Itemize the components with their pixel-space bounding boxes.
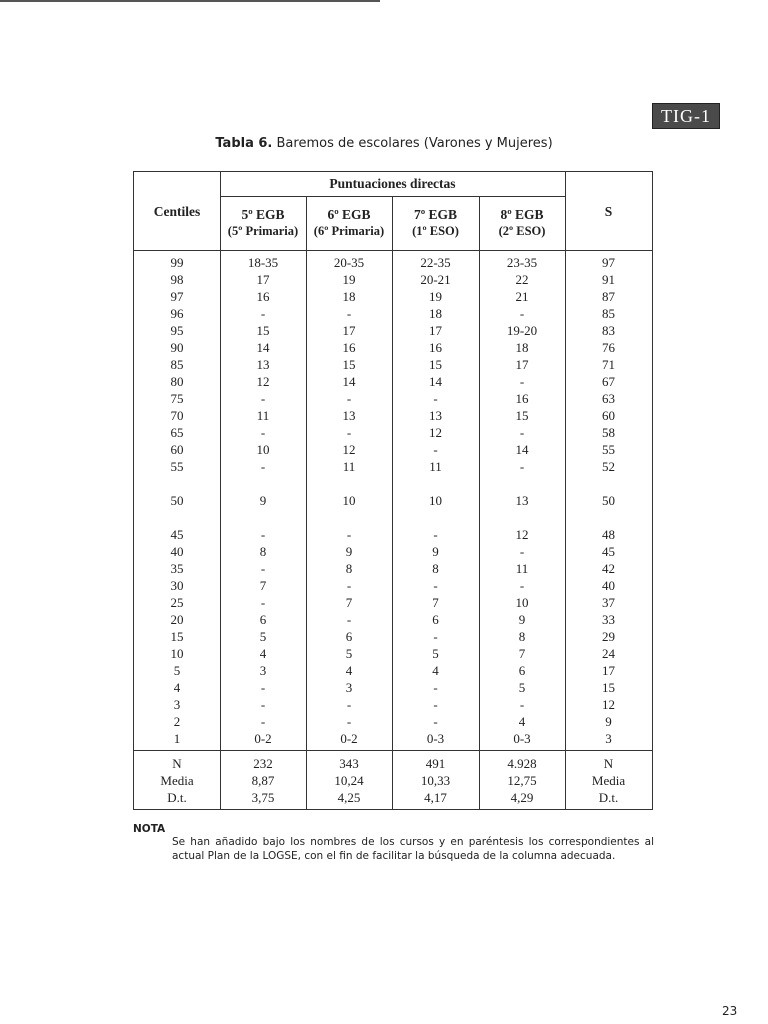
cell-score-8egb: 16 <box>515 391 529 406</box>
cell-score-7egb: - <box>433 697 438 712</box>
cell-centile: 95 <box>170 323 184 338</box>
cell-score-5egb: 3 <box>259 663 267 678</box>
cell-centile: 30 <box>170 578 184 593</box>
header-equiv: (2º ESO) <box>498 224 546 238</box>
cell-centile: 50 <box>170 493 184 508</box>
table-caption: Baremos de escolares (Varones y Mujeres) <box>272 136 553 151</box>
cell-centile: 55 <box>170 459 184 474</box>
cell-score-s: 9 <box>605 714 612 729</box>
cell-score-6egb: 7 <box>345 595 353 610</box>
cell-score-7egb: 12 <box>429 425 442 440</box>
cell-score-8egb: 15 <box>515 408 529 423</box>
cell-score-7egb: 11 <box>429 459 442 474</box>
cell-score-5egb: - <box>260 595 266 610</box>
header-grade: 5º EGB <box>241 207 285 222</box>
footer-score-5egb: 232 <box>253 756 273 771</box>
cell-score-8egb: 5 <box>518 680 526 695</box>
cell-score-6egb: 4 <box>345 663 353 678</box>
cell-score-s: 33 <box>602 612 615 627</box>
cell-score-7egb: 0-3 <box>426 731 445 746</box>
footer-centile: N <box>172 756 182 771</box>
cell-score-6egb: 0-2 <box>340 731 358 746</box>
cell-score-5egb: - <box>260 459 266 474</box>
cell-score-s: 40 <box>602 578 615 593</box>
cell-centile: 90 <box>170 340 184 355</box>
cell-score-5egb: 8 <box>259 544 267 559</box>
cell-centile: 97 <box>170 289 184 304</box>
cell-score-6egb: - <box>346 714 352 729</box>
cell-score-s: 67 <box>602 374 615 389</box>
cell-score-6egb: 12 <box>342 442 356 457</box>
cell-centile: 80 <box>170 374 184 389</box>
cell-score-5egb: 18-35 <box>247 255 279 270</box>
note-text: Se han añadido bajo los nombres de los cursos y en paréntesis los correspondientes al actual Plan de la LOGSE, con el fin de facilitar la búsqueda de la columna adecuada. <box>172 836 654 862</box>
cell-score-8egb: 13 <box>515 493 529 508</box>
cell-score-8egb: 14 <box>515 442 529 457</box>
footer-score-s: D.t. <box>598 790 619 805</box>
header-grade: 8º EGB <box>500 207 544 222</box>
cell-score-6egb: 11 <box>342 459 356 474</box>
cell-centile: 98 <box>170 272 184 287</box>
cell-score-s: 71 <box>602 357 615 372</box>
cell-score-8egb: - <box>519 374 525 389</box>
cell-score-6egb: 20-35 <box>333 255 365 270</box>
cell-score-s: 91 <box>602 272 615 287</box>
cell-score-7egb: 5 <box>432 646 439 661</box>
cell-score-6egb: 15 <box>342 357 356 372</box>
header-rule <box>134 250 652 251</box>
cell-score-8egb: 4 <box>518 714 526 729</box>
cell-score-6egb: - <box>346 612 352 627</box>
cell-score-7egb: 16 <box>429 340 442 355</box>
footer-score-8egb: 4,29 <box>510 790 534 805</box>
cell-score-7egb: 15 <box>429 357 442 372</box>
footer-score-8egb: 12,75 <box>507 773 537 788</box>
cell-score-6egb: 9 <box>345 544 353 559</box>
cell-centile: 25 <box>170 595 184 610</box>
cell-score-8egb: 23-35 <box>506 255 538 270</box>
cell-score-6egb: - <box>346 578 352 593</box>
cell-score-7egb: - <box>433 442 438 457</box>
cell-score-8egb: 12 <box>515 527 529 542</box>
cell-score-s: 15 <box>602 680 615 695</box>
cell-score-7egb: 20-21 <box>420 272 451 287</box>
cell-score-s: 87 <box>602 289 615 304</box>
cell-centile: 2 <box>173 714 181 729</box>
cell-centile: 20 <box>170 612 184 627</box>
cell-score-5egb: - <box>260 391 266 406</box>
cell-score-5egb: 4 <box>259 646 267 661</box>
cell-centile: 70 <box>170 408 184 423</box>
cell-score-8egb: - <box>519 697 525 712</box>
cell-score-5egb: 10 <box>256 442 270 457</box>
header-equiv: (5º Primaria) <box>227 224 299 238</box>
cell-centile: 5 <box>173 663 181 678</box>
cell-score-8egb: - <box>519 306 525 321</box>
cell-score-5egb: - <box>260 306 266 321</box>
cell-score-5egb: 13 <box>256 357 270 372</box>
cell-centile: 45 <box>170 527 184 542</box>
cell-score-7egb: - <box>433 527 438 542</box>
cell-centile: 1 <box>173 731 181 746</box>
note-label: NOTA <box>133 823 166 835</box>
header-7egb <box>392 206 479 240</box>
cell-score-s: 24 <box>602 646 615 661</box>
footer-score-5egb: 3,75 <box>251 790 275 805</box>
footer-score-7egb: 4,17 <box>424 790 447 805</box>
cell-score-7egb: - <box>433 680 438 695</box>
footer-score-s: N <box>603 756 614 771</box>
cell-score-s: 3 <box>605 731 612 746</box>
norms-table <box>133 171 653 810</box>
cell-centile: 35 <box>170 561 184 576</box>
cell-score-s: 42 <box>602 561 615 576</box>
cell-score-5egb: - <box>260 714 266 729</box>
header-equiv: (1º ESO) <box>412 224 459 238</box>
cell-score-6egb: 8 <box>345 561 353 576</box>
cell-score-8egb: - <box>519 459 525 474</box>
cell-score-8egb: 19-20 <box>506 323 538 338</box>
cell-score-6egb: 17 <box>342 323 356 338</box>
header-group: Puntuaciones directas <box>329 176 456 191</box>
cell-score-5egb: - <box>260 561 266 576</box>
cell-score-6egb: 10 <box>342 493 356 508</box>
cell-score-5egb: 11 <box>256 408 270 423</box>
cell-score-6egb: - <box>346 391 352 406</box>
cell-score-s: 12 <box>602 697 615 712</box>
cell-score-8egb: 10 <box>515 595 529 610</box>
footer-score-s: Media <box>591 773 626 788</box>
cell-score-s: 63 <box>602 391 615 406</box>
cell-score-8egb: - <box>519 544 525 559</box>
cell-score-7egb: 17 <box>429 323 442 338</box>
footer-score-6egb: 10,24 <box>334 773 364 788</box>
footer-centile: D.t. <box>167 790 187 805</box>
cell-score-5egb: 5 <box>259 629 267 644</box>
cell-score-6egb: 13 <box>342 408 356 423</box>
cell-score-8egb: 22 <box>515 272 529 287</box>
header-s: S <box>604 204 613 219</box>
cell-score-7egb: 8 <box>432 561 439 576</box>
cell-score-s: 50 <box>602 493 615 508</box>
header-centiles: Centiles <box>153 204 201 219</box>
footer-score-7egb: 491 <box>425 756 446 771</box>
cell-score-s: 97 <box>602 255 615 270</box>
cell-score-7egb: - <box>433 391 438 406</box>
cell-score-s: 48 <box>602 527 615 542</box>
table-number: Tabla 6. <box>215 136 273 151</box>
cell-score-5egb: 6 <box>259 612 267 627</box>
cell-score-8egb: 11 <box>515 561 529 576</box>
cell-centile: 40 <box>170 544 184 559</box>
header-5egb <box>220 206 306 240</box>
footer-score-6egb: 343 <box>339 756 359 771</box>
cell-score-5egb: 12 <box>256 374 270 389</box>
footer-score-6egb: 4,25 <box>337 790 361 805</box>
header-6egb <box>306 206 392 240</box>
cell-score-6egb: - <box>346 527 352 542</box>
cell-score-5egb: - <box>260 697 266 712</box>
footer-score-5egb: 8,87 <box>251 773 275 788</box>
page-number: 23 <box>722 1004 738 1018</box>
cell-score-7egb: 22-35 <box>420 255 451 270</box>
cell-centile: 3 <box>173 697 181 712</box>
cell-centile: 60 <box>170 442 184 457</box>
cell-score-8egb: 9 <box>518 612 526 627</box>
cell-score-5egb: 7 <box>259 578 267 593</box>
cell-score-s: 52 <box>602 459 615 474</box>
cell-centile: 10 <box>170 646 184 661</box>
cell-score-6egb: - <box>346 306 352 321</box>
table-title <box>0 136 768 151</box>
cell-score-8egb: 21 <box>515 289 529 304</box>
header-grade: 6º EGB <box>327 207 371 222</box>
cell-score-s: 58 <box>602 425 615 440</box>
cell-score-5egb: - <box>260 680 266 695</box>
cell-score-5egb: - <box>260 425 266 440</box>
cell-score-6egb: - <box>346 697 352 712</box>
cell-score-6egb: 14 <box>342 374 356 389</box>
cell-score-5egb: 15 <box>256 323 270 338</box>
cell-score-7egb: 10 <box>429 493 442 508</box>
cell-score-s: 60 <box>602 408 615 423</box>
footer-score-8egb: 4.928 <box>507 756 537 771</box>
cell-score-8egb: 6 <box>518 663 526 678</box>
cell-score-8egb: 0-3 <box>513 731 531 746</box>
cell-centile: 85 <box>170 357 184 372</box>
cell-score-8egb: - <box>519 425 525 440</box>
cell-score-6egb: 5 <box>345 646 353 661</box>
cell-centile: 75 <box>170 391 184 406</box>
cell-score-s: 29 <box>602 629 615 644</box>
cell-score-5egb: - <box>260 527 266 542</box>
header-equiv: (6º Primaria) <box>313 224 385 238</box>
cell-score-8egb: - <box>519 578 525 593</box>
cell-score-s: 45 <box>602 544 615 559</box>
cell-score-s: 85 <box>602 306 615 321</box>
cell-score-s: 83 <box>602 323 615 338</box>
cell-centile: 96 <box>170 306 184 321</box>
cell-score-s: 37 <box>602 595 615 610</box>
cell-score-6egb: 19 <box>342 272 356 287</box>
test-badge: TIG-1 <box>652 103 720 129</box>
cell-score-7egb: 9 <box>432 544 439 559</box>
cell-score-7egb: 14 <box>429 374 442 389</box>
header-8egb <box>479 206 565 240</box>
cell-score-8egb: 18 <box>515 340 529 355</box>
top-rule <box>0 0 380 2</box>
footer-centile: Media <box>160 773 194 788</box>
cell-score-5egb: 16 <box>256 289 270 304</box>
cell-score-s: 17 <box>602 663 615 678</box>
cell-centile: 4 <box>173 680 181 695</box>
cell-centile: 65 <box>170 425 184 440</box>
cell-score-6egb: 16 <box>342 340 356 355</box>
cell-score-8egb: 8 <box>518 629 526 644</box>
cell-score-7egb: 18 <box>429 306 442 321</box>
cell-score-5egb: 0-2 <box>254 731 272 746</box>
cell-score-6egb: 18 <box>342 289 356 304</box>
header-grade: 7º EGB <box>413 207 458 222</box>
cell-score-6egb: - <box>346 425 352 440</box>
cell-score-5egb: 17 <box>256 272 270 287</box>
cell-score-5egb: 9 <box>259 493 267 508</box>
cell-score-5egb: 14 <box>256 340 270 355</box>
group-header-rule <box>220 196 565 197</box>
footer-rule <box>134 750 652 751</box>
cell-score-8egb: 17 <box>515 357 529 372</box>
cell-score-7egb: - <box>433 578 438 593</box>
cell-score-8egb: 7 <box>518 646 526 661</box>
cell-score-7egb: 19 <box>429 289 442 304</box>
cell-score-s: 55 <box>602 442 615 457</box>
cell-centile: 99 <box>170 255 184 270</box>
cell-score-7egb: 4 <box>432 663 439 678</box>
cell-score-7egb: - <box>433 629 438 644</box>
cell-score-7egb: 7 <box>432 595 439 610</box>
footer-score-7egb: 10,33 <box>420 773 451 788</box>
cell-score-7egb: - <box>433 714 438 729</box>
cell-score-7egb: 6 <box>432 612 439 627</box>
cell-score-s: 76 <box>602 340 615 355</box>
cell-score-6egb: 3 <box>345 680 353 695</box>
cell-centile: 15 <box>170 629 184 644</box>
cell-score-7egb: 13 <box>429 408 442 423</box>
cell-score-6egb: 6 <box>345 629 353 644</box>
